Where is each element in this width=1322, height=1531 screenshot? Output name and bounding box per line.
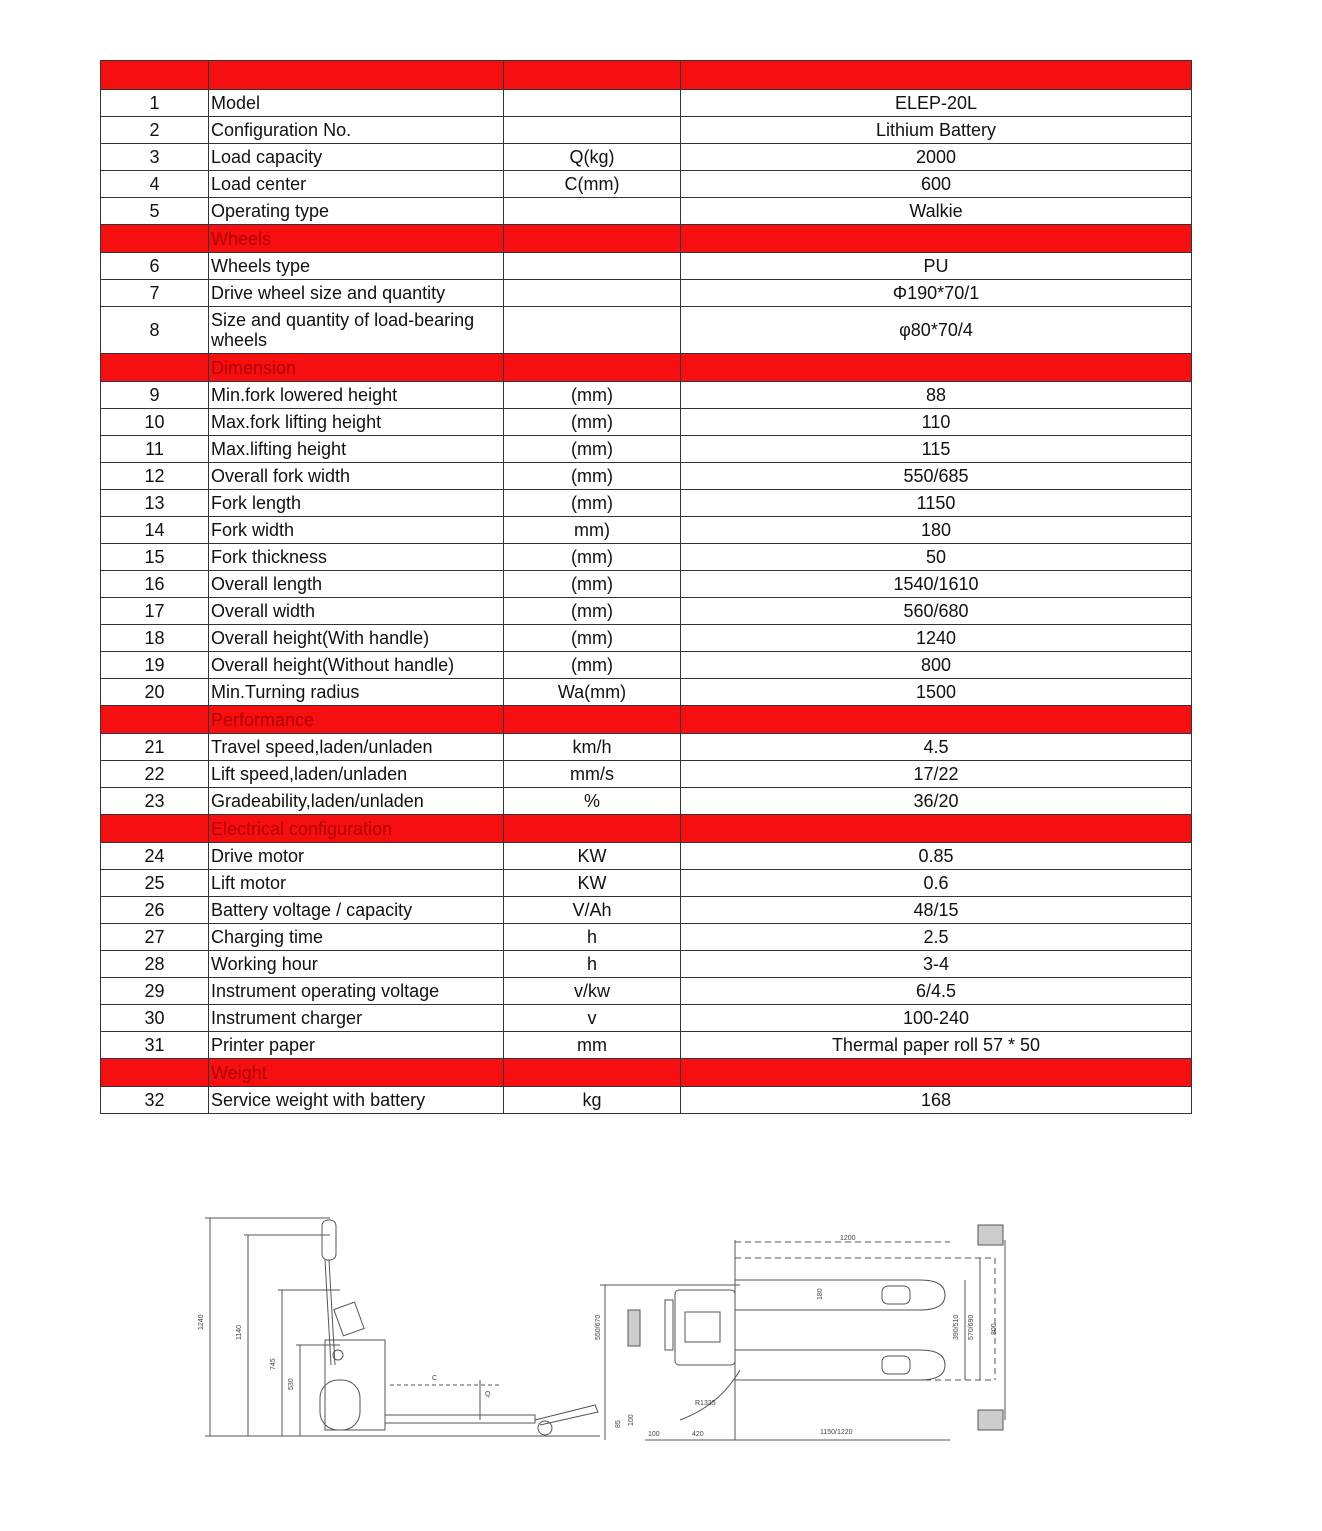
table-row bbox=[101, 870, 1192, 897]
side-dim-label: 85 bbox=[615, 1420, 622, 1428]
table-row bbox=[101, 951, 1192, 978]
table-row bbox=[101, 280, 1192, 307]
row-number: 7 bbox=[101, 280, 209, 307]
row-number: 10 bbox=[101, 409, 209, 436]
header-cell bbox=[101, 225, 209, 253]
row-item: Lift motor bbox=[209, 870, 504, 897]
row-item: Overall height(With handle) bbox=[209, 625, 504, 652]
row-unit bbox=[504, 90, 681, 117]
row-item: Battery voltage / capacity bbox=[209, 897, 504, 924]
row-item: Fork width bbox=[209, 517, 504, 544]
row-number: 4 bbox=[101, 171, 209, 198]
row-item: Max.lifting height bbox=[209, 436, 504, 463]
row-unit: (mm) bbox=[504, 490, 681, 517]
row-item: Overall height(Without handle) bbox=[209, 652, 504, 679]
header-cell bbox=[504, 1059, 681, 1087]
section-header-row bbox=[101, 1059, 1192, 1087]
top-dim-label: 550/670 bbox=[595, 1314, 602, 1340]
row-number: 26 bbox=[101, 897, 209, 924]
row-number: 16 bbox=[101, 571, 209, 598]
fork-top-2 bbox=[735, 1350, 945, 1380]
table-row bbox=[101, 463, 1192, 490]
section-title bbox=[209, 61, 504, 90]
row-number: 5 bbox=[101, 198, 209, 225]
table-row bbox=[101, 897, 1192, 924]
table-row bbox=[101, 307, 1192, 354]
row-value: 100-240 bbox=[681, 1005, 1192, 1032]
side-dim-label: 1140 bbox=[236, 1324, 243, 1340]
fork-top-1 bbox=[735, 1280, 945, 1310]
table-row bbox=[101, 978, 1192, 1005]
side-dim-label: 1240 bbox=[198, 1314, 205, 1330]
table-row bbox=[101, 90, 1192, 117]
truck-body-top bbox=[675, 1290, 735, 1365]
row-number: 15 bbox=[101, 544, 209, 571]
row-number: 9 bbox=[101, 382, 209, 409]
row-value: 1240 bbox=[681, 625, 1192, 652]
top-dim-label: 800 bbox=[991, 1323, 998, 1335]
row-value: 50 bbox=[681, 544, 1192, 571]
row-item: Overall width bbox=[209, 598, 504, 625]
section-header-row bbox=[101, 225, 1192, 253]
table-row bbox=[101, 734, 1192, 761]
row-unit: C(mm) bbox=[504, 171, 681, 198]
row-value: 2000 bbox=[681, 144, 1192, 171]
fork-tip bbox=[535, 1405, 598, 1425]
row-number: 11 bbox=[101, 436, 209, 463]
section-title: Dimension bbox=[209, 354, 504, 382]
header-cell bbox=[101, 706, 209, 734]
row-number: 25 bbox=[101, 870, 209, 897]
row-value: 115 bbox=[681, 436, 1192, 463]
fork bbox=[385, 1415, 535, 1423]
row-unit: Wa(mm) bbox=[504, 679, 681, 706]
table-row bbox=[101, 625, 1192, 652]
row-unit: (mm) bbox=[504, 463, 681, 490]
row-value: Thermal paper roll 57 * 50 bbox=[681, 1032, 1192, 1059]
row-value: 0.6 bbox=[681, 870, 1192, 897]
row-value: 36/20 bbox=[681, 788, 1192, 815]
row-unit: Q(kg) bbox=[504, 144, 681, 171]
row-value: 560/680 bbox=[681, 598, 1192, 625]
row-item: Drive wheel size and quantity bbox=[209, 280, 504, 307]
side-dim-label: 745 bbox=[270, 1358, 277, 1370]
header-cell bbox=[681, 354, 1192, 382]
row-number: 12 bbox=[101, 463, 209, 490]
row-unit: (mm) bbox=[504, 436, 681, 463]
row-value: Lithium Battery bbox=[681, 117, 1192, 144]
section-title: Wheels bbox=[209, 225, 504, 253]
row-item: Min.Turning radius bbox=[209, 679, 504, 706]
load-wheel-top-1 bbox=[882, 1286, 910, 1304]
row-number: 6 bbox=[101, 253, 209, 280]
table-row bbox=[101, 198, 1192, 225]
section-title: Performance bbox=[209, 706, 504, 734]
row-number: 24 bbox=[101, 843, 209, 870]
row-unit bbox=[504, 307, 681, 354]
header-cell bbox=[101, 354, 209, 382]
header-cell bbox=[504, 706, 681, 734]
header-cell bbox=[504, 61, 681, 90]
row-value: 3-4 bbox=[681, 951, 1192, 978]
row-number: 2 bbox=[101, 117, 209, 144]
section-header-row bbox=[101, 61, 1192, 90]
row-item: Travel speed,laden/unladen bbox=[209, 734, 504, 761]
row-item: Operating type bbox=[209, 198, 504, 225]
row-unit: KW bbox=[504, 843, 681, 870]
row-value: 17/22 bbox=[681, 761, 1192, 788]
header-cell bbox=[681, 61, 1192, 90]
row-item: Gradeability,laden/unladen bbox=[209, 788, 504, 815]
row-unit: kg bbox=[504, 1087, 681, 1114]
row-item: Overall length bbox=[209, 571, 504, 598]
table-row bbox=[101, 544, 1192, 571]
row-unit bbox=[504, 253, 681, 280]
row-item: Load capacity bbox=[209, 144, 504, 171]
row-unit: mm) bbox=[504, 517, 681, 544]
table-row bbox=[101, 171, 1192, 198]
row-number: 18 bbox=[101, 625, 209, 652]
table-row bbox=[101, 117, 1192, 144]
table-row bbox=[101, 788, 1192, 815]
row-number: 23 bbox=[101, 788, 209, 815]
row-unit: h bbox=[504, 924, 681, 951]
row-item: Load center bbox=[209, 171, 504, 198]
handle-grip bbox=[322, 1220, 336, 1260]
table-row bbox=[101, 679, 1192, 706]
side-view bbox=[205, 1218, 600, 1436]
row-value: 168 bbox=[681, 1087, 1192, 1114]
row-number: 20 bbox=[101, 679, 209, 706]
table-row bbox=[101, 382, 1192, 409]
table-row bbox=[101, 1005, 1192, 1032]
row-value: 180 bbox=[681, 517, 1192, 544]
row-value: 88 bbox=[681, 382, 1192, 409]
row-item: Lift speed,laden/unladen bbox=[209, 761, 504, 788]
row-item: Configuration No. bbox=[209, 117, 504, 144]
top-dim-label: 570/690 bbox=[968, 1314, 975, 1340]
row-number: 29 bbox=[101, 978, 209, 1005]
side-dim-label: 530 bbox=[288, 1378, 295, 1390]
row-item: Min.fork lowered height bbox=[209, 382, 504, 409]
side-dim-label: 100 bbox=[628, 1414, 635, 1426]
row-number: 32 bbox=[101, 1087, 209, 1114]
row-number: 31 bbox=[101, 1032, 209, 1059]
row-value: φ80*70/4 bbox=[681, 307, 1192, 354]
row-item: Printer paper bbox=[209, 1032, 504, 1059]
tiller-top bbox=[665, 1300, 673, 1350]
row-number: 14 bbox=[101, 517, 209, 544]
table-row bbox=[101, 924, 1192, 951]
row-value: 600 bbox=[681, 171, 1192, 198]
row-unit: mm/s bbox=[504, 761, 681, 788]
row-item: Wheels type bbox=[209, 253, 504, 280]
motor-cover bbox=[685, 1312, 720, 1342]
row-value: Φ190*70/1 bbox=[681, 280, 1192, 307]
row-unit bbox=[504, 280, 681, 307]
row-unit: (mm) bbox=[504, 409, 681, 436]
row-item: Instrument operating voltage bbox=[209, 978, 504, 1005]
hatched-block bbox=[628, 1310, 640, 1346]
top-dim-label: 1200 bbox=[840, 1235, 856, 1242]
row-value: 550/685 bbox=[681, 463, 1192, 490]
row-unit: h bbox=[504, 951, 681, 978]
row-value: 1540/1610 bbox=[681, 571, 1192, 598]
table-row bbox=[101, 517, 1192, 544]
table-row bbox=[101, 436, 1192, 463]
row-unit: (mm) bbox=[504, 598, 681, 625]
turning-radius-arc bbox=[680, 1370, 740, 1420]
row-unit: km/h bbox=[504, 734, 681, 761]
row-unit: (mm) bbox=[504, 544, 681, 571]
top-dim-label: 1150/1220 bbox=[820, 1429, 853, 1436]
row-unit: (mm) bbox=[504, 571, 681, 598]
row-unit bbox=[504, 198, 681, 225]
row-value: 0.85 bbox=[681, 843, 1192, 870]
row-item: Fork length bbox=[209, 490, 504, 517]
row-number: 13 bbox=[101, 490, 209, 517]
header-cell bbox=[681, 815, 1192, 843]
row-value: 800 bbox=[681, 652, 1192, 679]
section-title: Electrical configuration bbox=[209, 815, 504, 843]
drawing-labels bbox=[198, 1235, 998, 1438]
header-cell bbox=[101, 815, 209, 843]
top-dim-label: 180 bbox=[817, 1288, 824, 1300]
row-number: 30 bbox=[101, 1005, 209, 1032]
row-item: Drive motor bbox=[209, 843, 504, 870]
row-unit: (mm) bbox=[504, 625, 681, 652]
header-cell bbox=[504, 354, 681, 382]
table-row bbox=[101, 1032, 1192, 1059]
header-cell bbox=[504, 815, 681, 843]
table-row bbox=[101, 761, 1192, 788]
header-cell bbox=[681, 225, 1192, 253]
row-item: Model bbox=[209, 90, 504, 117]
row-unit: V/Ah bbox=[504, 897, 681, 924]
table-row bbox=[101, 1087, 1192, 1114]
row-unit: v bbox=[504, 1005, 681, 1032]
row-number: 17 bbox=[101, 598, 209, 625]
top-view bbox=[600, 1225, 1005, 1440]
row-item: Service weight with battery bbox=[209, 1087, 504, 1114]
row-unit: mm bbox=[504, 1032, 681, 1059]
table-row bbox=[101, 409, 1192, 436]
section-header-row bbox=[101, 354, 1192, 382]
row-item: Charging time bbox=[209, 924, 504, 951]
section-title: Weight bbox=[209, 1059, 504, 1087]
row-item: Working hour bbox=[209, 951, 504, 978]
row-item: Overall fork width bbox=[209, 463, 504, 490]
row-value: 1500 bbox=[681, 679, 1192, 706]
spec-table bbox=[100, 60, 1192, 1114]
hatched-block bbox=[978, 1225, 1003, 1245]
row-number: 8 bbox=[101, 307, 209, 354]
header-cell bbox=[101, 1059, 209, 1087]
row-unit: (mm) bbox=[504, 652, 681, 679]
row-unit bbox=[504, 117, 681, 144]
side-dim-label: C bbox=[432, 1375, 438, 1382]
row-item: Size and quantity of load-bearing wheels bbox=[209, 307, 504, 354]
row-value: 6/4.5 bbox=[681, 978, 1192, 1005]
side-dim-label: Q bbox=[485, 1391, 491, 1398]
row-item: Max.fork lifting height bbox=[209, 409, 504, 436]
spec-table-body bbox=[101, 61, 1192, 1114]
section-header-row bbox=[101, 815, 1192, 843]
row-value: 4.5 bbox=[681, 734, 1192, 761]
table-row bbox=[101, 843, 1192, 870]
header-cell bbox=[101, 61, 209, 90]
hatched-block bbox=[978, 1410, 1003, 1430]
drive-wheel-cover bbox=[320, 1380, 360, 1430]
header-cell bbox=[504, 225, 681, 253]
row-item: Instrument charger bbox=[209, 1005, 504, 1032]
row-value: PU bbox=[681, 253, 1192, 280]
section-header-row bbox=[101, 706, 1192, 734]
table-row bbox=[101, 144, 1192, 171]
table-row bbox=[101, 253, 1192, 280]
top-dim-label: 420 bbox=[692, 1431, 704, 1438]
row-value: 48/15 bbox=[681, 897, 1192, 924]
row-number: 28 bbox=[101, 951, 209, 978]
top-dim-label: 100 bbox=[648, 1431, 660, 1438]
row-number: 3 bbox=[101, 144, 209, 171]
row-value: Walkie bbox=[681, 198, 1192, 225]
row-item: Fork thickness bbox=[209, 544, 504, 571]
table-row bbox=[101, 598, 1192, 625]
table-row bbox=[101, 652, 1192, 679]
row-value: ELEP-20L bbox=[681, 90, 1192, 117]
top-dim-label: R1335 bbox=[695, 1400, 716, 1407]
display-panel bbox=[334, 1302, 364, 1336]
header-cell bbox=[681, 1059, 1192, 1087]
row-number: 22 bbox=[101, 761, 209, 788]
row-number: 27 bbox=[101, 924, 209, 951]
load-wheel-top-2 bbox=[882, 1356, 910, 1374]
table-row bbox=[101, 571, 1192, 598]
row-number: 19 bbox=[101, 652, 209, 679]
row-unit: % bbox=[504, 788, 681, 815]
technical-drawing bbox=[200, 1200, 1020, 1450]
row-number: 21 bbox=[101, 734, 209, 761]
table-row bbox=[101, 490, 1192, 517]
row-value: 110 bbox=[681, 409, 1192, 436]
row-value: 2.5 bbox=[681, 924, 1192, 951]
top-dim-label: 390/510 bbox=[953, 1314, 960, 1340]
row-value: 1150 bbox=[681, 490, 1192, 517]
row-unit: KW bbox=[504, 870, 681, 897]
header-cell bbox=[681, 706, 1192, 734]
row-unit: (mm) bbox=[504, 382, 681, 409]
row-number: 1 bbox=[101, 90, 209, 117]
row-unit: v/kw bbox=[504, 978, 681, 1005]
